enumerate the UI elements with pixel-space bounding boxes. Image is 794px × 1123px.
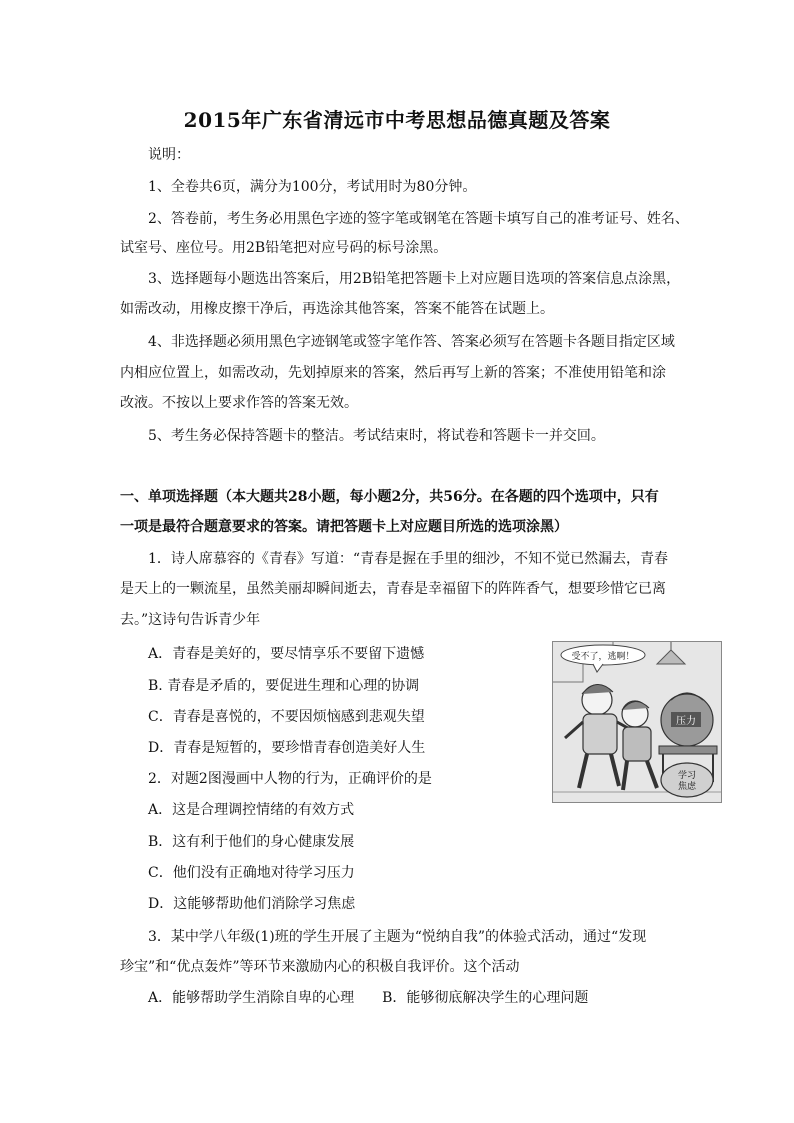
question-2-option-a: A．这是合理调控情绪的有效方式	[148, 802, 355, 818]
cartoon-figure	[552, 641, 722, 803]
instruction-item: 内相应位置上，如需改动，先划掉原来的答案，然后再写上新的答案；不准使用铅笔和涂	[120, 365, 666, 381]
question-3-stem: 3．某中学八年级(1)班的学生开展了主题为“悦纳自我”的体验式活动，通过“发现	[148, 929, 647, 945]
instruction-item: 改液。不按以上要求作答的答案无效。	[120, 395, 358, 411]
question-3-options: A．能够帮助学生消除自卑的心理 B．能够彻底解决学生的心理问题	[148, 990, 589, 1006]
instruction-item: 4、非选择题必须用黑色字迹钢笔或签字笔作答、答案必须写在答题卡各题目指定区域	[148, 334, 675, 350]
question-1-option-b: B. 青春是矛盾的，要促进生理和心理的协调	[148, 678, 420, 694]
anxiety-label: 学习焦虑	[677, 771, 697, 792]
page-title: 2015年广东省清远市中考思想品德真题及答案	[183, 108, 611, 132]
instruction-item: 试室号、座位号。用2B铅笔把对应号码的标号涂黑。	[120, 240, 448, 256]
section-heading: 一、单项选择题（本大题共28小题，每小题2分，共56分。在各题的四个选项中，只有	[120, 489, 659, 505]
question-1-stem: 1．诗人席慕容的《青春》写道：“青春是握在手里的细沙，不知不觉已然漏去，青春	[148, 551, 669, 567]
question-1-option-d: D．青春是短暂的，要珍惜青春创造美好人生	[148, 740, 426, 756]
question-2-option-d: D．这能够帮助他们消除学习焦虑	[148, 896, 356, 912]
question-2-option-b: B．这有利于他们的身心健康发展	[148, 834, 355, 850]
question-1-option-c: C．青春是喜悦的，不要因烦恼感到悲观失望	[148, 709, 425, 725]
cartoon-illustration	[553, 642, 721, 802]
instruction-item: 1、全卷共6页，满分为100分，考试用时为80分钟。	[148, 179, 477, 195]
question-1-stem: 是天上的一颗流星，虽然美丽却瞬间逝去，青春是幸福留下的阵阵香气，想要珍惜它已离	[120, 581, 666, 597]
question-3-stem: 珍宝”和“优点轰炸”等环节来激励内心的积极自我评价。这个活动	[120, 959, 520, 975]
pressure-label: 压力	[676, 716, 696, 727]
question-2-option-c: C．他们没有正确地对待学习压力	[148, 865, 355, 881]
speech-bubble-text: 受不了，逃啊！	[571, 652, 635, 662]
question-2-stem: 2．对题2图漫画中人物的行为，正确评价的是	[148, 771, 432, 787]
section-heading: 一项是最符合题意要求的答案。请把答题卡上对应题目所选的选项涂黑）	[120, 519, 568, 535]
question-1-option-a: A．青春是美好的，要尽情享乐不要留下遗憾	[148, 646, 425, 662]
instruction-item: 3、选择题每小题选出答案后，用2B铅笔把答题卡上对应题目选项的答案信息点涂黑，	[148, 271, 681, 287]
question-1-stem: 去。”这诗句告诉青少年	[120, 612, 261, 628]
instructions-heading: 说明：	[148, 147, 190, 163]
instruction-item: 5、考生务必保持答题卡的整洁。考试结束时，将试卷和答题卡一并交回。	[148, 428, 605, 444]
instruction-item: 如需改动，用橡皮擦干净后，再选涂其他答案，答案不能答在试题上。	[120, 301, 554, 317]
instruction-item: 2、答卷前，考生务必用黑色字迹的签字笔或钢笔在答题卡填写自己的准考证号、姓名、	[148, 211, 689, 227]
